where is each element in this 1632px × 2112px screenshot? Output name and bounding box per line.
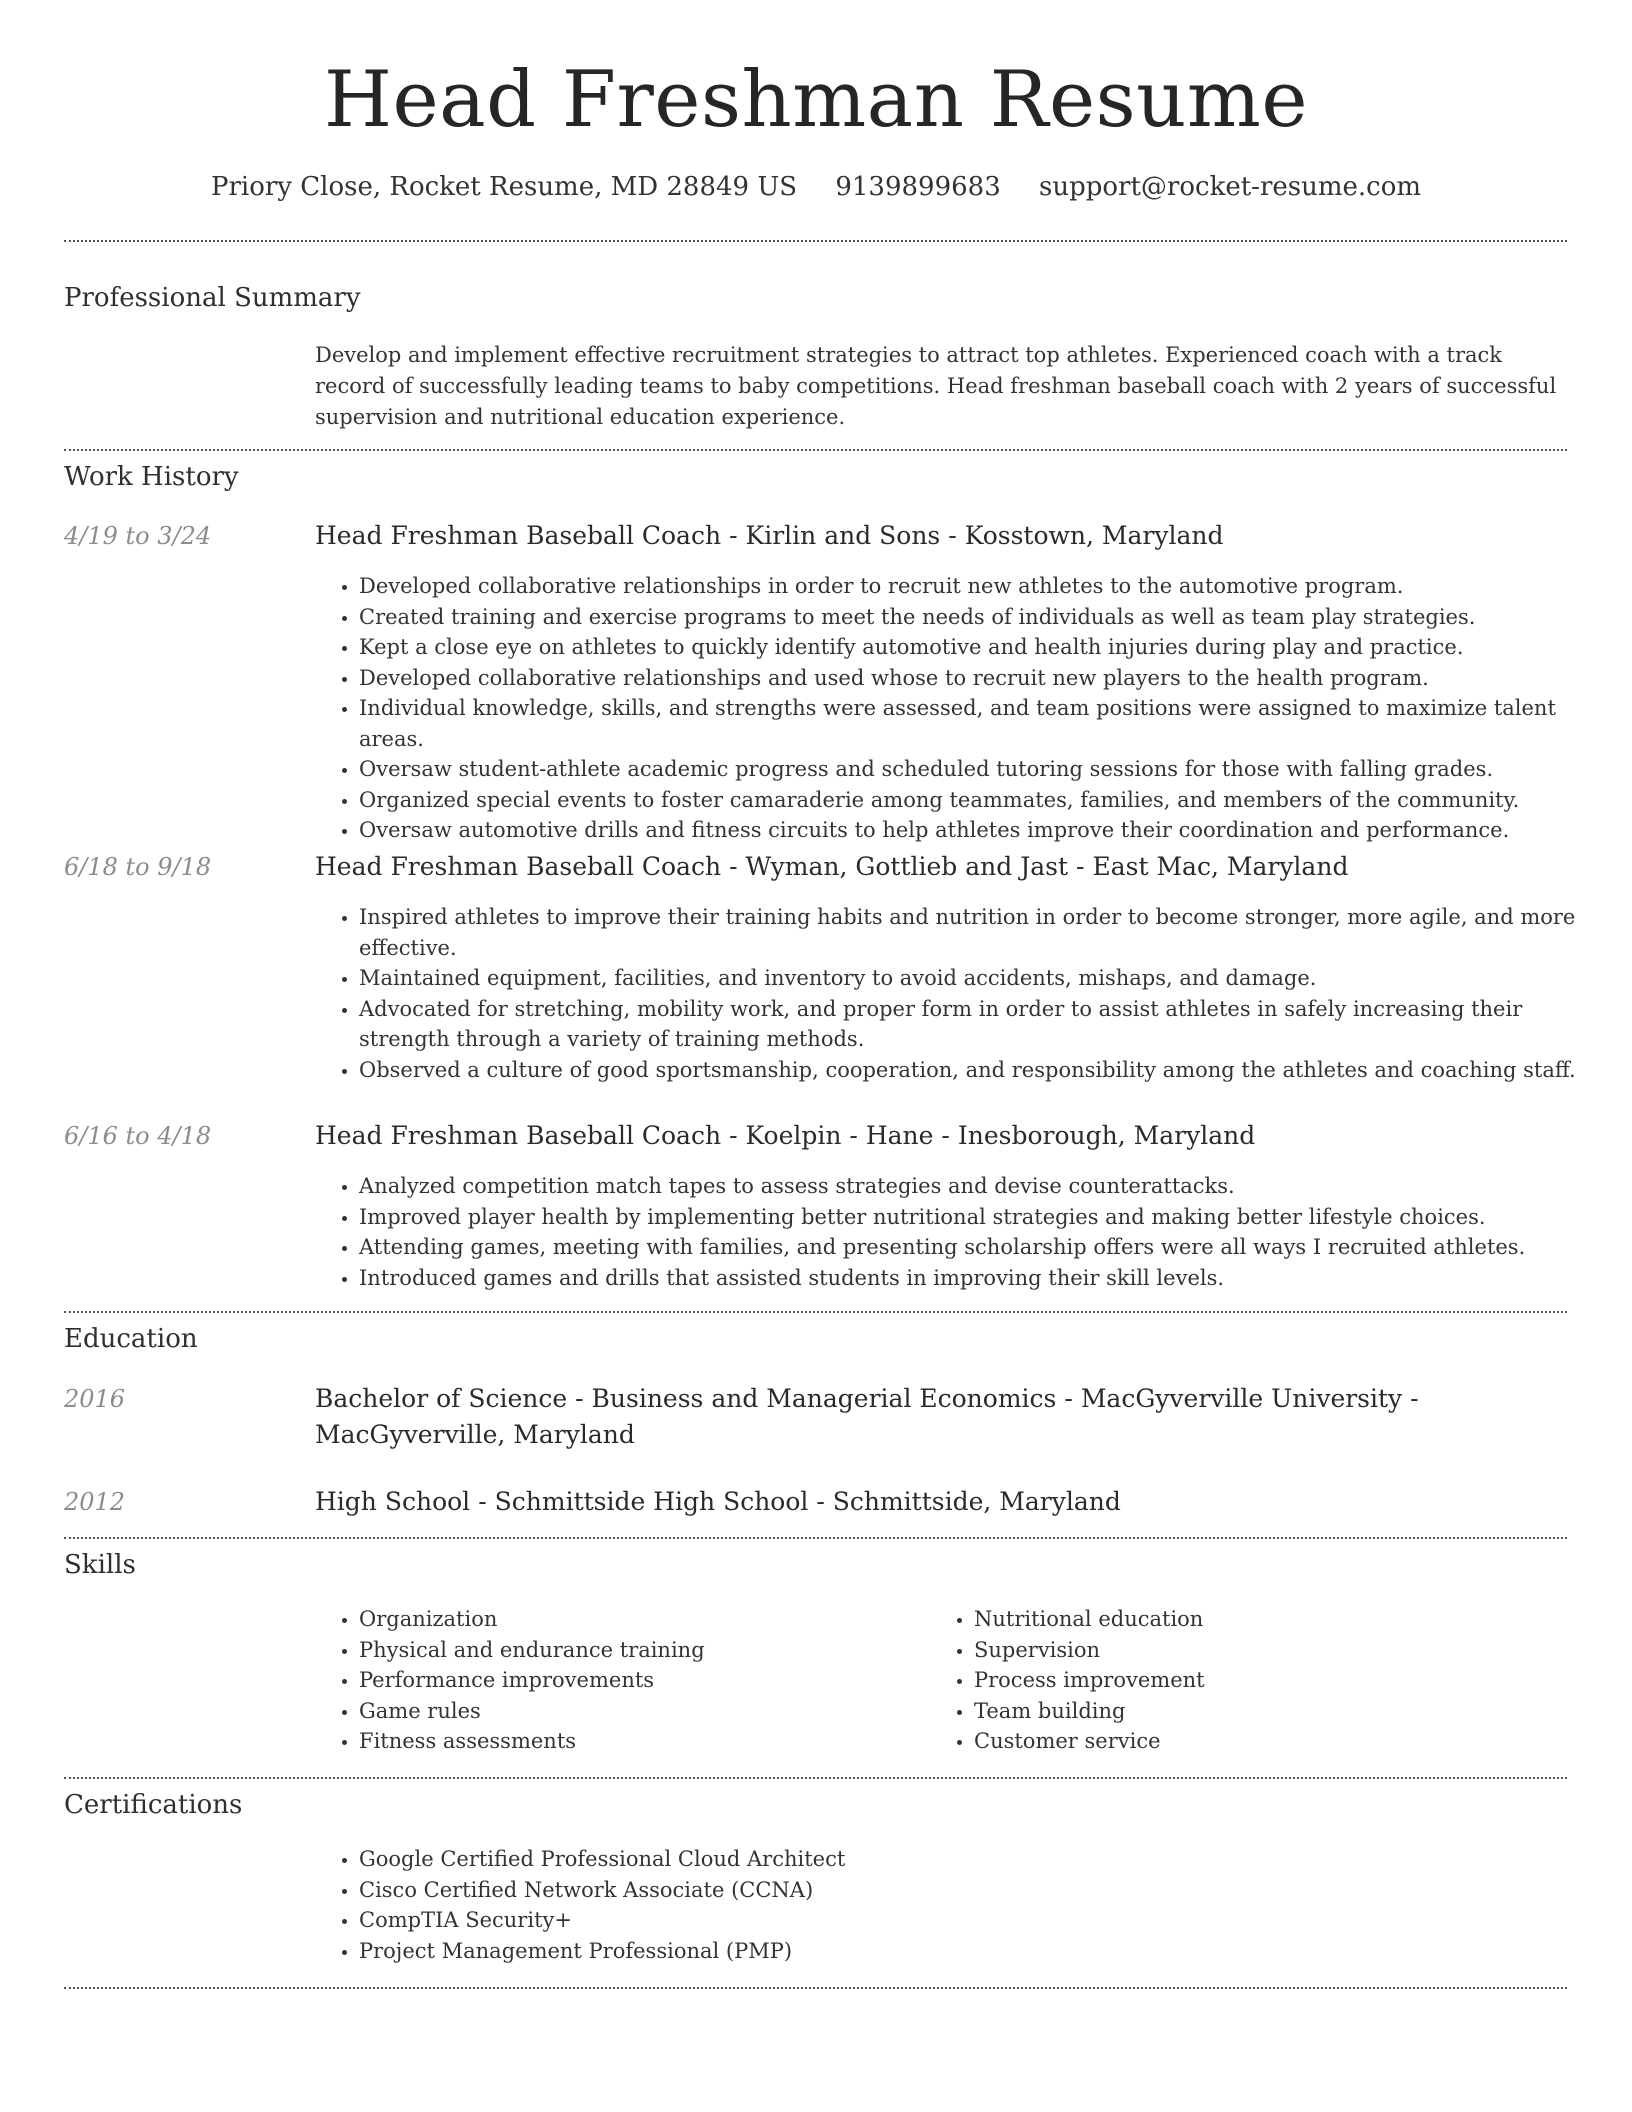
education-degree: High School <box>315 1487 471 1516</box>
contact-phone: 9139899683 <box>835 172 1001 202</box>
summary-text: Develop and implement effective recruitment strategies to attract top athletes. Experienced coach with a track record of successfully leading teams to baby competitions. Head freshman baseball coach with 2 years of successful supervision and nutritional education experience. <box>315 343 1557 429</box>
list-item: • Organized special events to foster camaraderie among teammates, families, and members of the community. <box>359 785 1609 816</box>
education-year: 2016 <box>64 1385 126 1413</box>
divider <box>64 240 1567 242</box>
section-title-summary: Professional Summary <box>64 283 361 313</box>
list-item: • CompTIA Security+ <box>359 1905 1609 1936</box>
list-item: • Individual knowledge, skills, and strengths were assessed, and team positions were assigned to maximize talent areas. <box>359 693 1609 754</box>
job-company: Kirlin and Sons <box>745 521 941 550</box>
section-title-skills: Skills <box>64 1550 136 1580</box>
job-location: Inesborough, Maryland <box>957 1121 1256 1150</box>
job-location: Kosstown, Maryland <box>964 521 1224 550</box>
list-item: • Performance improvements <box>359 1665 959 1696</box>
list-item: • Kept a close eye on athletes to quickly identify automotive and health injuries during play and practice. <box>359 632 1609 663</box>
education-year: 2012 <box>64 1488 126 1516</box>
certifications-list <box>315 1844 1609 1966</box>
section-title-education: Education <box>64 1324 198 1354</box>
list-item: • Process improvement <box>974 1665 1574 1696</box>
list-item: • Customer service <box>974 1726 1574 1757</box>
list-item: • Developed collaborative relationships in order to recruit new athletes to the automotive program. <box>359 571 1609 602</box>
education-heading: High School - Schmittside High School - Schmittside, Maryland <box>315 1487 1121 1516</box>
education-heading: Bachelor of Science - Business and Managerial Economics - MacGyverville University - MacGyverville, Maryland <box>315 1384 1419 1449</box>
job-bullets <box>315 902 1609 1085</box>
skills-list-right <box>930 1604 1574 1757</box>
job-bullets <box>315 1171 1609 1293</box>
education-school: Schmittside High School - Schmittside, Maryland <box>494 1487 1121 1516</box>
list-item: • Fitness assessments <box>359 1726 959 1757</box>
job-dates: 4/19 to 3/24 <box>64 522 212 550</box>
job-role: Head Freshman Baseball Coach <box>315 852 722 881</box>
section-title-certifications: Certifications <box>64 1790 243 1820</box>
list-item: • Nutritional education <box>974 1604 1574 1635</box>
contact-email: support@rocket-resume.com <box>1039 172 1422 202</box>
list-item: • Organization <box>359 1604 959 1635</box>
skills-list-left <box>315 1604 959 1757</box>
job-role: Head Freshman Baseball Coach <box>315 521 722 550</box>
job-role: Head Freshman Baseball Coach <box>315 1121 722 1150</box>
list-item: • Team building <box>974 1696 1574 1727</box>
job-company: Wyman, Gottlieb and Jast <box>745 852 1069 881</box>
education-degree: Bachelor of Science - Business and Managerial Economics <box>315 1384 1057 1413</box>
list-item: • Advocated for stretching, mobility work, and proper form in order to assist athletes in safely increasing their strength through a variety of training methods. <box>359 994 1609 1055</box>
list-item: • Improved player health by implementing better nutritional strategies and making better lifestyle choices. <box>359 1202 1609 1233</box>
resume-title: Head Freshman Resume <box>323 55 1308 145</box>
divider <box>64 1777 1567 1779</box>
list-item: • Analyzed competition match tapes to assess strategies and devise counterattacks. <box>359 1171 1609 1202</box>
list-item: • Project Management Professional (PMP) <box>359 1936 1609 1967</box>
divider <box>64 1311 1567 1313</box>
list-item: • Introduced games and drills that assisted students in improving their skill levels. <box>359 1263 1609 1294</box>
divider <box>64 449 1567 451</box>
list-item: • Inspired athletes to improve their training habits and nutrition in order to become stronger, more agile, and more effective. <box>359 902 1609 963</box>
education-school: MacGyverville University - MacGyverville, Maryland <box>315 1384 1419 1449</box>
job-heading: Head Freshman Baseball Coach - Wyman, Gottlieb and Jast - East Mac, Maryland <box>315 852 1349 881</box>
list-item: • Maintained equipment, facilities, and inventory to avoid accidents, mishaps, and damage. <box>359 963 1609 994</box>
list-item: • Google Certified Professional Cloud Architect <box>359 1844 1609 1875</box>
list-item: • Observed a culture of good sportsmanship, cooperation, and responsibility among the athletes and coaching staff. <box>359 1055 1609 1086</box>
job-heading: Head Freshman Baseball Coach - Kirlin and Sons - Kosstown, Maryland <box>315 521 1224 550</box>
contact-address: Priory Close, Rocket Resume, MD 28849 US <box>210 172 798 202</box>
divider <box>64 1987 1567 1989</box>
list-item: • Attending games, meeting with families, and presenting scholarship offers were all ways I recruited athletes. <box>359 1232 1609 1263</box>
job-dates: 6/16 to 4/18 <box>64 1122 212 1150</box>
job-dates: 6/18 to 9/18 <box>64 853 212 881</box>
list-item: • Game rules <box>359 1696 959 1727</box>
list-item: • Physical and endurance training <box>359 1635 959 1666</box>
divider <box>64 1537 1567 1539</box>
list-item: • Oversaw student-athlete academic progress and scheduled tutoring sessions for those with falling grades. <box>359 754 1609 785</box>
list-item: • Supervision <box>974 1635 1574 1666</box>
job-bullets <box>315 571 1609 846</box>
list-item: • Developed collaborative relationships and used whose to recruit new players to the health program. <box>359 663 1609 694</box>
job-company: Koelpin - Hane <box>745 1121 934 1150</box>
list-item: • Cisco Certified Network Associate (CCNA) <box>359 1875 1609 1906</box>
list-item: • Created training and exercise programs to meet the needs of individuals as well as team play strategies. <box>359 602 1609 633</box>
section-title-work: Work History <box>64 462 239 492</box>
job-location: East Mac, Maryland <box>1092 852 1349 881</box>
job-heading: Head Freshman Baseball Coach - Koelpin - Hane - Inesborough, Maryland <box>315 1121 1256 1150</box>
list-item: • Oversaw automotive drills and fitness circuits to help athletes improve their coordination and performance. <box>359 815 1609 846</box>
contact-line <box>0 170 1632 204</box>
